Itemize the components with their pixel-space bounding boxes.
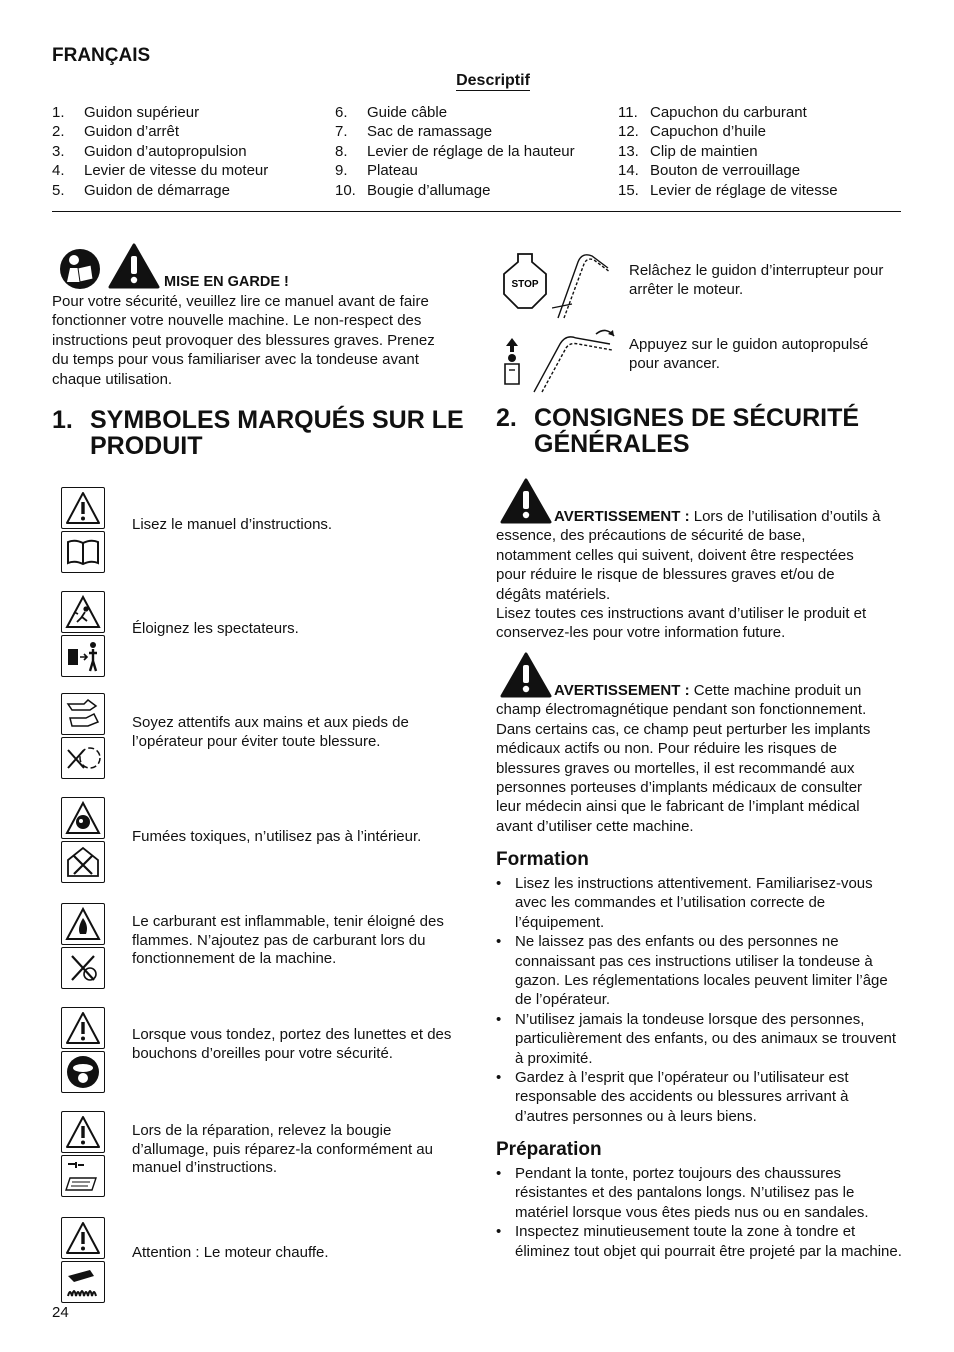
part-item	[335, 122, 575, 141]
text-line: arrêter le moteur.	[629, 281, 744, 299]
text-line: chaque utilisation.	[52, 370, 173, 388]
part-number: 3.	[52, 142, 65, 160]
part-number: 10.	[335, 181, 356, 199]
symbol-icons	[61, 487, 105, 575]
preparation-list	[496, 1164, 906, 1261]
hand-foot-icon	[61, 693, 105, 735]
part-item	[618, 103, 838, 122]
part-label: Plateau	[367, 162, 418, 180]
part-number: 8.	[335, 142, 348, 160]
warning-title: MISE EN GARDE !	[164, 274, 289, 290]
text-line: Appuyez sur le guidon autopropulsé	[629, 336, 869, 353]
formation-heading: Formation	[496, 849, 589, 870]
text-line: médicaux actifs ou non. Pour réduire les risques de	[496, 740, 838, 758]
section-1-heading: 1. SYMBOLES MARQUÉS SUR LE PRODUIT	[52, 406, 464, 460]
part-number: 6.	[335, 104, 348, 121]
text-line: pour réduire le risque de blessures graves et/ou de	[496, 566, 835, 584]
part-label: Guidon de démarrage	[84, 181, 230, 199]
formation-list	[496, 874, 906, 1126]
handle-release-icon	[552, 248, 622, 325]
text-line: Dans certains cas, ce champ peut perturber les implants	[496, 720, 871, 738]
warning-triangle-icon	[61, 1007, 105, 1049]
text-line: Pour votre sécurité, veuillez lire ce manuel avant de faire	[52, 293, 429, 310]
symbol-icons	[61, 1007, 105, 1095]
warning-2-text: AVERTISSEMENT : Cette machine produit un champ électromagnétique pendant son fonctionnement. Dans certains cas, ce champ peut perturber les implants médicaux actifs ou non. Pour réduire les risques de blessures graves ou mortelles, il est recommandé aux personnes porteuses d’implants médicaux de consulter leur médecin ainsi que le fabricant de l’implant médical avant d’utiliser cette machine.	[496, 681, 906, 836]
page-number: 24	[52, 1304, 69, 1321]
part-label: Guide câble	[367, 104, 448, 121]
stop-text	[629, 261, 883, 300]
part-label: Guidon d’arrêt	[84, 123, 180, 141]
no-refuel-icon	[61, 947, 105, 989]
text-line: instructions peut provoquer des blessures graves. Prenez	[52, 331, 435, 349]
spark-plug-icon	[61, 1155, 105, 1197]
text-line: dégâts matériels.	[496, 585, 611, 603]
warning-triangle-icon	[61, 1111, 105, 1153]
handle-drive-icon	[530, 322, 620, 399]
part-item	[618, 161, 838, 180]
warning-triangle-icon	[61, 487, 105, 529]
section-title: Descriptif	[456, 72, 530, 89]
hot-surface-icon	[61, 1261, 105, 1303]
part-label: Levier de réglage de vitesse	[650, 181, 838, 199]
bullet-item: • Pendant la tonte, portez toujours des chaussures résistantes et des pantalons longs. N’utilisez pas le matériel lorsque vous êtes pieds nus ou en sandales.	[496, 1164, 906, 1222]
part-label: Bougie d’allumage	[367, 181, 491, 199]
part-item	[335, 181, 575, 200]
part-item	[52, 181, 268, 200]
parts-column-3	[618, 103, 838, 200]
thrown-object-icon	[61, 591, 105, 633]
part-label: Clip de maintien	[650, 142, 758, 160]
part-label: Bouton de verrouillage	[650, 162, 801, 180]
warning-1-text: AVERTISSEMENT : Lors de l’utilisation d’outils à essence, des précautions de sécurité de base, notamment celles qui suivent, doivent être respectées pour réduire le risque de blessures graves et/ou de dégâts matériels. Lisez toutes ces instructions avant d’utiliser le produit et conservez-les pour votre information future.	[496, 507, 906, 643]
part-label: Guidon d’autopropulsion	[84, 142, 247, 160]
no-hands-icon	[61, 737, 105, 779]
text-line: Relâchez le guidon d’interrupteur pour	[629, 262, 884, 279]
read-manual-icon	[58, 248, 102, 295]
symbol-icons	[61, 797, 105, 885]
symbol-text: Lorsque vous tondez, portez des lunettes et des bouchons d’oreilles pour votre sécurité.	[132, 1026, 452, 1062]
text-line: fonctionner votre nouvelle machine. Le non-respect des	[52, 312, 422, 330]
warning-triangle-icon	[108, 243, 160, 294]
text-line: du temps pour vous familiariser avec la tondeuse avant	[52, 351, 419, 369]
part-number: 15.	[618, 181, 639, 199]
part-item	[335, 142, 575, 161]
drive-text	[629, 335, 868, 374]
part-number: 13.	[618, 142, 639, 160]
part-number: 11.	[618, 104, 638, 121]
symbol-text: Éloignez les spectateurs.	[132, 620, 299, 637]
protection-icon	[61, 1051, 105, 1093]
divider	[52, 211, 901, 212]
part-number: 9.	[335, 162, 348, 180]
warning-triangle-icon	[61, 1217, 105, 1259]
symbol-icons	[61, 591, 105, 679]
part-item	[335, 161, 575, 180]
part-number: 1.	[52, 104, 65, 121]
part-label: Levier de réglage de la hauteur	[367, 142, 575, 160]
part-number: 7.	[335, 123, 348, 141]
part-label: Levier de vitesse du moteur	[84, 162, 269, 180]
text-line: blessures graves ou mortelles, il est recommandé aux	[496, 759, 855, 777]
text-line: pour avancer.	[629, 355, 720, 373]
language-heading: FRANÇAIS	[52, 45, 151, 66]
preparation-heading: Préparation	[496, 1139, 602, 1160]
part-number: 14.	[618, 162, 639, 180]
part-item	[52, 103, 268, 122]
part-number: 4.	[52, 162, 65, 180]
text-line: avant d’utiliser cette machine.	[496, 817, 694, 835]
book-icon	[61, 531, 105, 573]
bullet-item: • Gardez à l’esprit que l’opérateur ou l’utilisateur est responsable des accidents ou blessures arrivant à d’autres personnes ou à leurs biens.	[496, 1068, 906, 1126]
part-label: Sac de ramassage	[367, 123, 493, 141]
symbol-text: Attention : Le moteur chauffe.	[132, 1244, 329, 1261]
part-label: Capuchon d’huile	[650, 123, 766, 141]
part-number: 2.	[52, 123, 65, 141]
no-indoor-icon	[61, 841, 105, 883]
part-item	[618, 142, 838, 161]
symbol-text: Lisez le manuel d’instructions.	[132, 516, 333, 533]
part-number: 12.	[618, 123, 639, 141]
text-line: essence, des précautions de sécurité de base,	[496, 527, 806, 545]
part-number: 5.	[52, 181, 65, 199]
symbol-text: Fumées toxiques, n’utilisez pas à l’intérieur.	[132, 828, 422, 845]
keep-away-icon	[61, 635, 105, 677]
part-item	[335, 103, 575, 122]
part-item	[52, 142, 268, 161]
symbol-text: Lors de la réparation, relevez la bougie d’allumage, puis réparez-la conformément au manuel d’instructions.	[132, 1122, 433, 1177]
parts-column-1	[52, 103, 268, 200]
text-line: notamment celles qui suivent, doivent être respectées	[496, 546, 854, 564]
part-item	[52, 161, 268, 180]
toxic-fumes-icon	[61, 797, 105, 839]
text-line: leur médecin ainsi que le fabricant de l’implant médical	[496, 798, 860, 816]
part-label: Guidon supérieur	[84, 104, 200, 121]
forward-drive-icon	[500, 336, 524, 395]
section-2-heading: 2. CONSIGNES DE SÉCURITÉ GÉNÉRALES	[496, 404, 860, 458]
warning-text	[52, 292, 472, 389]
svg-text:STOP: STOP	[511, 279, 539, 290]
symbol-text: Le carburant est inflammable, tenir éloigné des flammes. N’ajoutez pas de carburant lors du fonctionnement de la machine.	[132, 913, 444, 968]
symbol-icons	[61, 1217, 105, 1305]
text-line: Lisez toutes ces instructions avant d’utiliser le produit et	[496, 605, 867, 623]
stop-icon	[500, 252, 550, 317]
text-line: personnes porteuses d’implants médicaux de consulter	[496, 779, 863, 797]
part-item	[618, 181, 838, 200]
text-line: champ électromagnétique pendant son fonctionnement.	[496, 701, 867, 719]
bullet-item: • N’utilisez jamais la tondeuse lorsque des personnes, particulièrement des enfants, ou des animaux se trouvent à proximité.	[496, 1010, 906, 1068]
fire-icon	[61, 903, 105, 945]
part-label: Capuchon du carburant	[650, 104, 807, 121]
bullet-item: • Ne laissez pas des enfants ou des personnes ne connaissant pas ces instructions utiliser la tondeuse à gazon. Les réglementations locales peuvent limiter l’âge de l’opérateur.	[496, 932, 906, 1010]
part-item	[52, 122, 268, 141]
symbol-icons	[61, 693, 105, 781]
part-item	[618, 122, 838, 141]
text-line: conservez-les pour votre information future.	[496, 624, 786, 642]
symbol-icons	[61, 1111, 105, 1199]
symbol-text: Soyez attentifs aux mains et aux pieds de l’opérateur pour éviter toute blessure.	[132, 714, 409, 750]
parts-column-2	[335, 103, 575, 200]
bullet-item: • Inspectez minutieusement toute la zone à tondre et éliminez tout objet qui pourrait être projeté par la machine.	[496, 1222, 906, 1261]
symbol-icons	[61, 903, 105, 991]
bullet-item: • Lisez les instructions attentivement. Familiarisez-vous avec les commandes et l’utilisation correcte de l’équipement.	[496, 874, 906, 932]
